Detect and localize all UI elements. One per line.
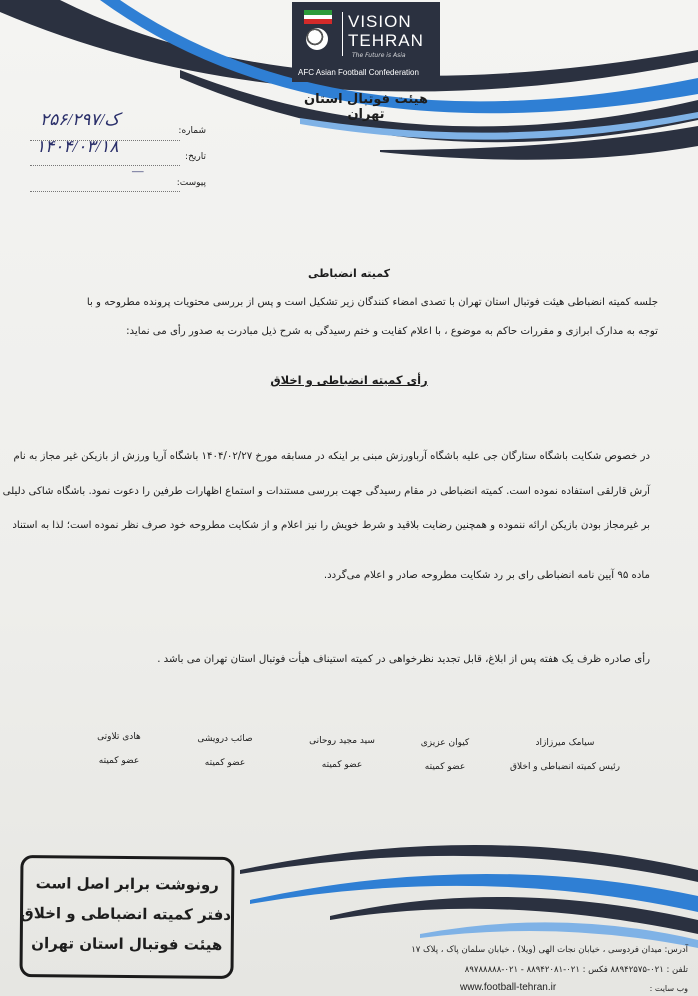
intro-line-1: جلسه کمیته انضباطی هیئت فوتبال استان تهران با تصدی امضاء کنندگان زیر تشکیل است و پس از بررسی محتویات پرونده مطروحه و با xyxy=(86,297,658,308)
football-icon xyxy=(306,28,328,50)
body-line-1: در خصوص شکایت باشگاه ستارگان جی علیه باشگاه آرباورزش مبنی بر اینکه در مسابقه مورخ ۱۴۰۴/۰۲/۲۷ باشگاه آریا ورزش از بازیکن غیر مجاز به نام xyxy=(13,451,650,462)
signatory-name: سیامک میرزازاد xyxy=(535,738,595,748)
certified-copy-stamp xyxy=(19,855,234,979)
signatory-name: کیوان عزیزی xyxy=(420,738,470,748)
intro-line-2: توجه به مدارک ابرازی و مقررات حاکم به موضوع ، با اعلام کفایت و ختم رسیدگی به شرح ذیل مبادرت به صدور رأی می نماید: xyxy=(126,326,658,337)
footer-address: آدرس: میدان فردوسی ، خیابان نجات الهی (ویلا) ، خیابان سلمان پاک ، پلاک ۱۷ xyxy=(411,945,688,955)
signatory-name: هادی تلاوتی xyxy=(97,732,141,742)
signatory-3 xyxy=(292,736,392,770)
signatory-2 xyxy=(400,738,490,772)
signatory-role: عضو کمیته xyxy=(204,758,246,768)
attachment-value: — xyxy=(132,163,146,178)
afc-label: AFC Asian Football Confederation xyxy=(298,68,419,77)
signatory-role: رئیس کمیته انضباطی و اخلاق xyxy=(510,762,620,772)
footer-website-label: وب سایت : xyxy=(649,984,688,993)
logo-line2: TEHRAN xyxy=(348,31,424,50)
signatory-name: سید مجید روحانی xyxy=(309,736,375,746)
stamp-line-3: هیئت فوتبال استان تهران xyxy=(31,934,223,954)
footer-phone: تلفن : ۰۲۱-۸۸۹۴۲۵۷۵ فکس : ۰۲۱-۸۸۹۴۲۰۸۱ - ۰۲۱-۸۹۷۸۸۸۸۸ xyxy=(464,965,688,975)
date-label: تاریخ: xyxy=(185,152,206,162)
signatory-role: عضو کمیته xyxy=(321,760,363,770)
body-line-3: بر غیرمجاز بودن بازیکن ارائه ننموده و همچنین رضایت بلاقید و شرط خویش را نیز اعلام و از شکایت مطروحه خود صرف نظر نموده است؛ لذا به استناد xyxy=(12,520,650,531)
vision-tehran-logo xyxy=(292,2,440,82)
body-line-4: ماده ۹۵ آیین نامه انضباطی رای بر رد شکایت مطروحه صادر و اعلام می‌گردد. xyxy=(323,570,650,581)
date-value: ۱۴۰۴/۰۳/۱۸ xyxy=(36,137,119,156)
signatory-name: صائب درویشی xyxy=(197,734,253,744)
number-label: شماره: xyxy=(178,126,206,136)
signatory-5 xyxy=(74,732,164,766)
stamp-line-2: دفتر کمیته انضباطی و اخلاق xyxy=(20,904,232,924)
footer-website: www.football-tehran.ir xyxy=(460,982,557,993)
attachment-label: پیوست: xyxy=(176,178,206,188)
iran-flag-icon xyxy=(304,10,332,24)
logo-line1: VISION xyxy=(348,12,412,31)
verdict-title: رأی کمیته انضباطی و اخلاق xyxy=(270,373,428,387)
signatory-role: عضو کمیته xyxy=(98,756,140,766)
organization-name: هیئت فوتبال استان تهران xyxy=(304,92,428,122)
signatory-role: عضو کمیته xyxy=(424,762,466,772)
signatory-1 xyxy=(500,738,630,772)
stamp-line-1: رونوشت برابر اصل است xyxy=(35,874,219,894)
appeal-note: رأی صادره ظرف یک هفته پس از ابلاغ، قابل تجدید نظرخواهی در کمیته استیناف هیأت فوتبال استان تهران می باشد . xyxy=(157,654,650,665)
logo-tagline: The Future is Asia xyxy=(352,52,406,59)
signatory-4 xyxy=(180,734,270,768)
number-value: ۲۵۶/ک/۲۹۷ xyxy=(40,110,120,129)
body-line-2: آرش قارلقی استفاده نموده است. کمیته انضباطی در مقام رسیدگی جهت بررسی مستندات و استماع اظهارات طرفین را دعوت نمود. باشگاه شاکی دلیلی xyxy=(2,486,650,497)
committee-title: کمیته انضباطی xyxy=(307,267,391,280)
